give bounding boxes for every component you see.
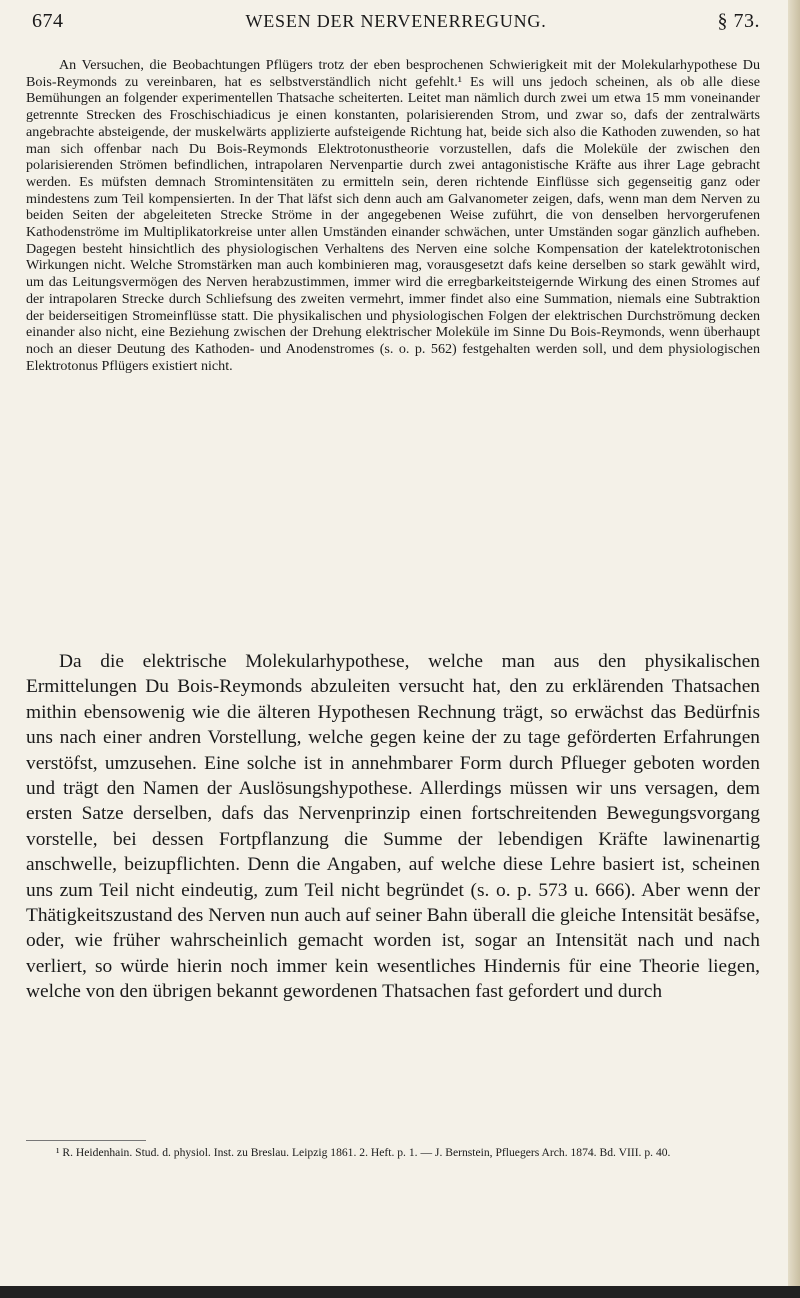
section-number: § 73. xyxy=(717,10,760,32)
bottom-scan-bar xyxy=(0,1286,800,1298)
page-edge xyxy=(788,0,800,1298)
running-header xyxy=(32,10,760,50)
main-text-block xyxy=(26,649,760,1005)
footnote-divider xyxy=(26,1140,146,1141)
footnote-block xyxy=(26,1146,760,1161)
paragraph-small-print: An Versuchen, die Beobachtungen Pflügers trotz der eben besprochenen Schwierigkeit mit der Molekularhypothese Du Bois-Reymonds zu vereinbaren, hat es selbstverständlich nicht gefehlt.¹ Es will uns jedoch scheinen, als ob alle diese Bemühungen an folgender experimentellen Thatsache scheiterten. Leitet man nämlich durch zwei um etwa 15 mm voneinander getrennte Strecken des Froschischiadicus je einen konstanten, polarisierenden Strom, und zwar so, dafs der zentralwärts angebrachte absteigende, der muskelwärts applizierte aufsteigende Richtung hat, beide sich also die Kathoden zuwenden, so hat man sich offenbar nach Du Bois-Reymonds Elektrotonustheorie vorzustellen, dafs die Moleküle der zwischen den polarisierenden Strömen befindlichen, intrapolaren Nervenpartie durch zwei antagonistische Kräfte aus ihrer Lage gebracht werden. Es müfsten demnach Stromintensitäten zu ermitteln sein, deren richtende Einflüsse sich gegenseitig ganz oder mindestens zum Teil kompensierten. In der That läfst sich denn auch am Galvanometer zeigen, dafs, wenn man dem Nerven zu beiden Seiten der abgeleiteten Strecke Ströme in der angegebenen Weise zuführt, die von denselben hervorgerufenen Kathodenströme im Multiplikatorkreise unter allen Umständen einander schwächen, unter Umständen sogar gänzlich aufheben. Dagegen besteht hinsichtlich des physiologischen Verhaltens des Nerven eine solche Kompensation der katelektrotonischen Wirkungen nicht. Welche Stromstärken man auch kombinieren mag, vorausgesetzt dafs keine derselben so stark gewählt wird, um das Leitungsvermögen des Nerven herabzustimmen, immer wird die erregbarkeitsteigernde Wirkung des einen Stromes auf der intrapolaren Strecke durch Schliefsung des zweiten vermehrt, immer findet also eine Summation, niemals eine Subtraktion der beiderseitigen Stromeinflüsse statt. Die physikalischen und physiologischen Folgen der elektrischen Durchströmung decken einander also nicht, eine Beziehung zwischen der Drehung elektrischer Moleküle im Sinne Du Bois-Reymonds, wenn überhaupt noch an dieser Deutung des Kathoden- und Anodenstromes (s. o. p. 562) festgehalten werden soll, und dem physiologischen Elektrotonus Pflügers existiert nicht. xyxy=(26,57,760,374)
running-title: WESEN DER NERVENERREGUNG. xyxy=(245,11,547,31)
page-number: 674 xyxy=(32,10,64,32)
paragraph-main: Da die elektrische Molekularhypothese, welche man aus den physikalischen Ermittelungen Du Bois-Reymonds abzuleiten versucht hat, den zu erklärenden Thatsachen mithin ebensowenig wie die älteren Hypothesen Rechnung trägt, so erwächst das Bedürfnis uns nach einer andren Vorstellung, welche gegen keine der zu tage geförderten Erfahrungen verstöfst, umzusehen. Eine solche ist in annehmbarer Form durch Pflueger geboten worden und trägt den Namen der Auslösungshypothese. Allerdings müssen wir uns versagen, dem ersten Satze derselben, dafs das Nervenprinzip einen fortschreitenden Bewegungsvorgang vorstelle, bei dessen Fortpflanzung die Summe der lebendigen Kräfte lawinenartig anschwelle, beizupflichten. Denn die Angaben, auf welche diese Lehre basiert ist, scheinen uns zum Teil nicht eindeutig, zum Teil nicht begründet (s. o. p. 573 u. 666). Aber wenn der Thätigkeitszustand des Nerven nun auch auf seiner Bahn überall die gleiche Intensität besäfse, oder, wie früher wahrscheinlich gemacht worden ist, sogar an Intensität nach und nach verliert, so würde hierin noch immer kein wesentliches Hindernis für eine Theorie liegen, welche von den übrigen bekannt gewordenen Thatsachen fast gefordert und durch xyxy=(26,651,760,1003)
footnote-text: ¹ R. Heidenhain. Stud. d. physiol. Inst. zu Breslau. Leipzig 1861. 2. Heft. p. 1. — J. Bernstein, Pfluegers Arch. 1874. Bd. VIII. p. 40. xyxy=(56,1146,671,1159)
small-print-block xyxy=(26,57,760,374)
